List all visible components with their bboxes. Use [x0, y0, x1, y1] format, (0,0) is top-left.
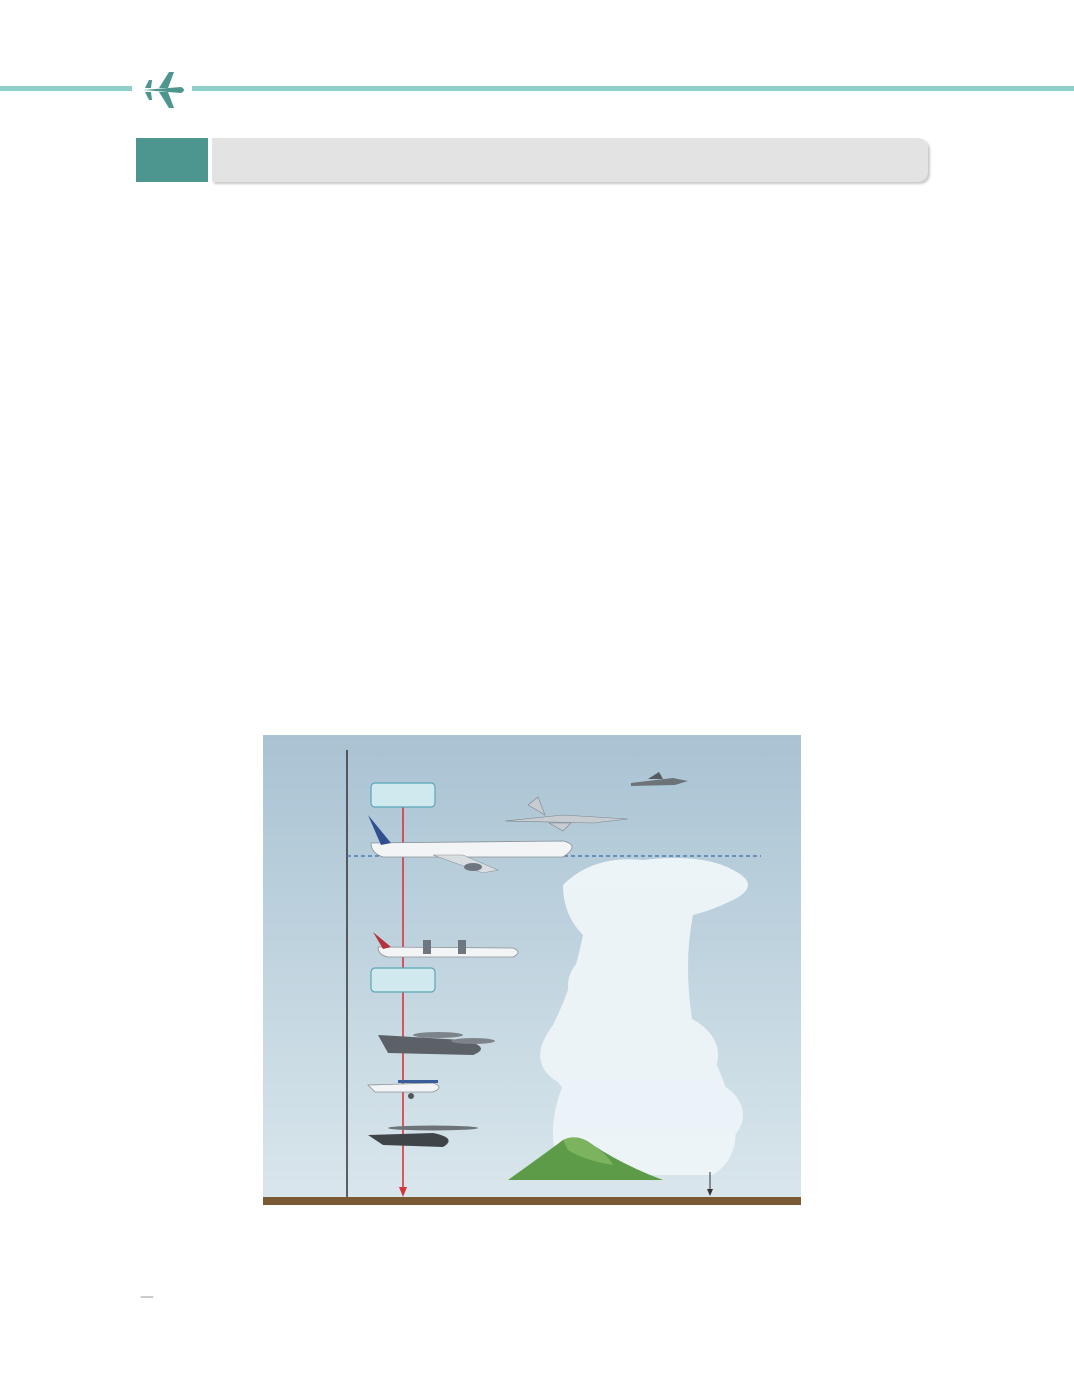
cruise-altitude-figure	[263, 735, 801, 1205]
section-number	[136, 138, 208, 182]
section-title-box	[212, 138, 928, 182]
header-rule-right	[192, 86, 1074, 91]
airplane-icon	[141, 70, 187, 110]
footer-dash: —	[140, 1289, 154, 1305]
section-heading	[136, 138, 928, 182]
ground-strip	[263, 1197, 801, 1205]
stratosphere-box	[371, 783, 435, 807]
page-footer	[136, 1285, 161, 1306]
troposphere-box	[371, 968, 435, 992]
header-rule-left	[0, 86, 132, 91]
